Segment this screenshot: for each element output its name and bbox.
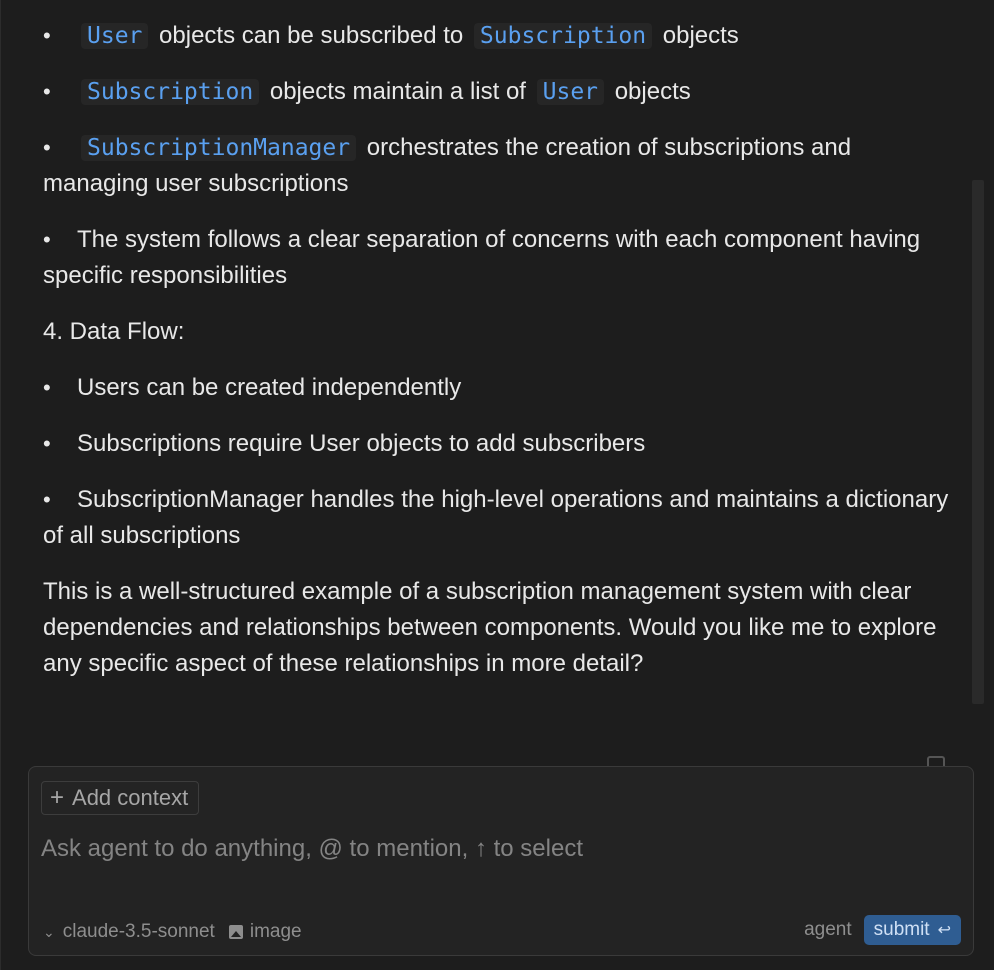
- section-heading: 4. Data Flow:: [43, 318, 185, 345]
- list-item: [43, 74, 963, 110]
- image-icon: [229, 925, 243, 939]
- mode-select[interactable]: agent: [804, 919, 852, 940]
- bullet-marker: •: [43, 79, 51, 104]
- plus-icon: +: [50, 784, 65, 811]
- bullet-marker: •: [43, 375, 51, 400]
- submit-label: submit: [873, 919, 930, 940]
- list-item-text: objects can be subscribed to: [152, 22, 470, 49]
- scrollbar-thumb[interactable]: [972, 180, 984, 704]
- list-item: [43, 222, 963, 294]
- list-item-text: objects: [656, 22, 739, 49]
- list-item-text: Subscriptions require User objects to add subscribers: [77, 430, 646, 457]
- inline-code: User: [81, 23, 148, 49]
- list-item-text: SubscriptionManager handles the high-level operations and maintains a dictionary of all subscriptions: [43, 486, 949, 549]
- list-item-text: objects: [608, 78, 691, 105]
- inline-code: SubscriptionManager: [81, 135, 356, 161]
- enter-icon: ↩: [937, 922, 951, 939]
- inline-code: Subscription: [474, 23, 652, 49]
- list-item: [43, 370, 963, 406]
- list-item: [43, 130, 963, 202]
- list-item: [43, 482, 963, 554]
- add-context-button[interactable]: [41, 781, 199, 815]
- bullet-marker: •: [43, 23, 51, 48]
- composer-footer-right: [804, 915, 961, 945]
- bullet-marker: •: [43, 227, 51, 252]
- inline-code: Subscription: [81, 79, 259, 105]
- assistant-message: [43, 18, 963, 702]
- chevron-down-icon[interactable]: ⌄: [43, 923, 55, 940]
- bullet-marker: •: [43, 135, 51, 160]
- model-select[interactable]: claude-3.5-sonnet: [62, 921, 215, 942]
- image-attach-button[interactable]: image: [249, 921, 302, 942]
- list-item-text: Users can be created independently: [77, 374, 462, 401]
- list-item: [43, 426, 963, 462]
- closing-paragraph: This is a well-structured example of a subscription management system with clear dependencies and relationships between components. Would you like me to explore any specific aspect of these relationships in more detail?: [43, 578, 937, 677]
- bullet-marker: •: [43, 431, 51, 456]
- list-item: [43, 18, 963, 54]
- inline-code: User: [537, 79, 604, 105]
- list-item-text: The system follows a clear separation of concerns with each component having specific responsibilities: [43, 226, 921, 289]
- list-item-text: orchestrates the creation of subscriptions and managing user subscriptions: [43, 134, 852, 197]
- composer-footer-left: [43, 921, 302, 943]
- add-context-label: Add context: [72, 785, 189, 810]
- bullet-marker: •: [43, 487, 51, 512]
- list-item-text: objects maintain a list of: [263, 78, 533, 105]
- composer: [28, 766, 974, 956]
- prompt-input[interactable]: [41, 829, 941, 869]
- submit-button[interactable]: [864, 915, 961, 945]
